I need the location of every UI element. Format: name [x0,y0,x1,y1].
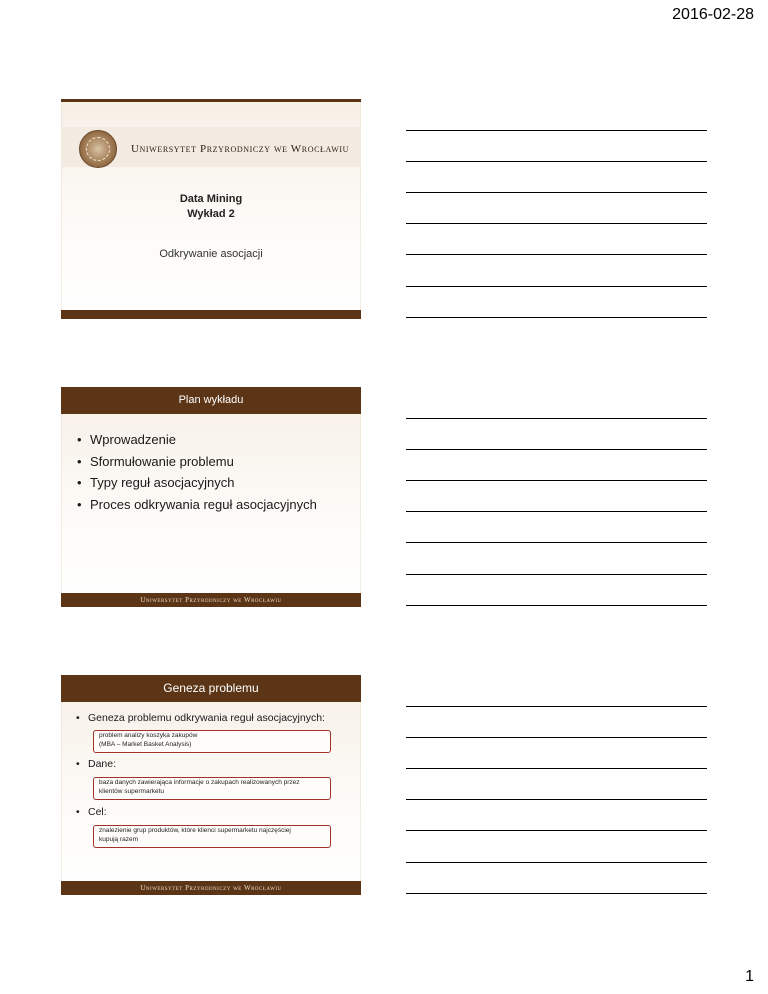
slide-footer: Uniwersytet Przyrodniczy we Wrocławiu [61,881,361,895]
slide-header: Geneza problemu [61,675,361,702]
note-line [406,192,707,193]
note-line [406,830,707,831]
slide-header: Plan wykładu [61,387,361,414]
lecture-number: Wykład 2 [187,208,235,220]
list-item: • Dane: [76,758,116,770]
note-line [406,862,707,863]
note-line [406,799,707,800]
bullet-list [77,429,317,515]
note-line [406,418,707,419]
note-line [406,130,707,131]
note-line [406,605,707,606]
top-rule [61,99,361,102]
callout-box [93,730,331,753]
list-item: • Sformułowanie problemu [77,451,317,473]
page-date: 2016-02-28 [672,6,754,23]
note-line [406,480,707,481]
callout-text: problem analizy koszyka zakupów [99,732,198,739]
callout-box [93,825,331,848]
note-line [406,254,707,255]
course-title: Data Mining [179,193,243,205]
callout-box [93,777,331,800]
note-line [406,449,707,450]
slide-genesis [61,675,361,895]
university-name: Uniwersytet Przyrodniczy we Wrocławiu [131,143,350,155]
bottom-bar [61,310,361,319]
list-item: • Geneza problemu odkrywania reguł asocjacyjnych: [76,712,325,724]
slide-title [61,99,361,319]
slide-title-text [61,192,361,222]
note-line [406,223,707,224]
note-line [406,317,707,318]
slide-footer: Uniwersytet Przyrodniczy we Wrocławiu [61,593,361,607]
callout-text: (MBA – Market Basket Analysis) [99,740,192,748]
list-item: • Typy reguł asocjacyjnych [77,472,317,494]
lecture-subtitle: Odkrywanie asocjacji [159,248,263,260]
note-line [406,286,707,287]
callout-text: kupują razem [99,835,139,843]
note-line [406,893,707,894]
note-line [406,542,707,543]
university-seal-icon [79,130,117,168]
page-number: 1 [745,968,754,985]
callout-text: baza danych zawierająca informacje o zakupach realizowanych przez [99,779,300,786]
slide-plan [61,387,361,607]
note-line [406,737,707,738]
note-line [406,574,707,575]
note-line [406,511,707,512]
list-item: • Proces odkrywania reguł asocjacyjnych [77,494,317,516]
list-item: • Cel: [76,806,107,818]
callout-text: znalezienie grup produktów, które klienci supermarketu najczęściej [99,827,291,834]
list-item: • Wprowadzenie [77,429,317,451]
note-line [406,161,707,162]
callout-text: klientów supermarketu [99,787,165,795]
note-line [406,768,707,769]
note-line [406,706,707,707]
